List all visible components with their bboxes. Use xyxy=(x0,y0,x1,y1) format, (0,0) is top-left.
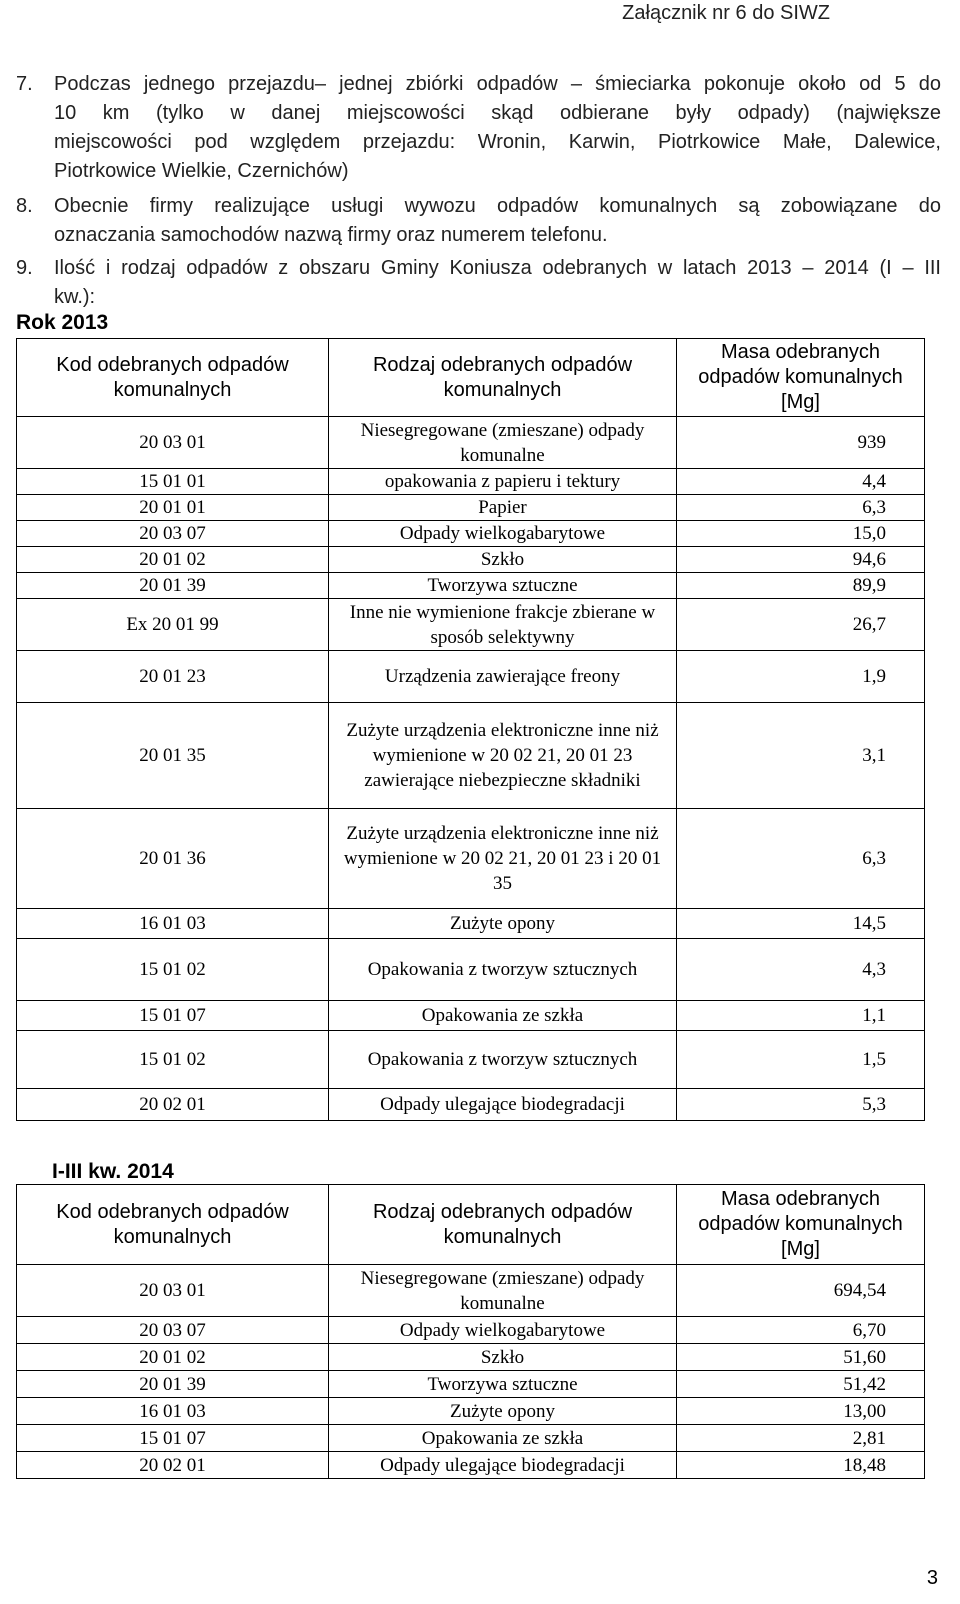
mass-cell: 15,0 xyxy=(677,521,925,547)
list-item-9 xyxy=(16,254,941,312)
type-cell: opakowania z papieru i tektury xyxy=(329,469,677,495)
mass-cell: 694,54 xyxy=(677,1265,925,1317)
table-row xyxy=(17,1452,925,1479)
code-cell: 15 01 02 xyxy=(17,1031,329,1089)
mass-cell: 51,42 xyxy=(677,1371,925,1398)
header-code: Kod odebranych odpadów komunalnych xyxy=(17,339,329,417)
table-row xyxy=(17,1371,925,1398)
mass-cell: 1,1 xyxy=(677,1001,925,1031)
table-header-row xyxy=(17,1185,925,1265)
code-cell: 15 01 07 xyxy=(17,1425,329,1452)
mass-cell: 51,60 xyxy=(677,1344,925,1371)
item-number: 9. xyxy=(16,257,33,279)
code-cell: 20 02 01 xyxy=(17,1089,329,1121)
code-cell: 20 01 23 xyxy=(17,651,329,703)
type-cell: Zużyte opony xyxy=(329,909,677,939)
table-row xyxy=(17,469,925,495)
code-cell: 20 03 07 xyxy=(17,521,329,547)
mass-cell: 2,81 xyxy=(677,1425,925,1452)
code-cell: 15 01 07 xyxy=(17,1001,329,1031)
table-row xyxy=(17,417,925,469)
item-number: 7. xyxy=(16,73,33,95)
type-cell: Zużyte opony xyxy=(329,1398,677,1425)
type-cell: Urządzenia zawierające freony xyxy=(329,651,677,703)
table-row xyxy=(17,1344,925,1371)
table-row xyxy=(17,1031,925,1089)
item-line: 10 km (tylko w danej miejscowości skąd odbierane były odpady) (największe xyxy=(54,102,941,124)
table-row xyxy=(17,599,925,651)
table-row xyxy=(17,1089,925,1121)
item-line: Obecnie firmy realizujące usługi wywozu odpadów komunalnych są zobowiązane do xyxy=(54,195,941,217)
mass-cell: 1,5 xyxy=(677,1031,925,1089)
code-cell: 20 01 39 xyxy=(17,573,329,599)
item-line: miejscowości pod względem przejazdu: Wronin, Karwin, Piotrkowice Małe, Dalewice, xyxy=(54,131,941,153)
waste-table-2014 xyxy=(16,1184,925,1479)
mass-cell: 1,9 xyxy=(677,651,925,703)
type-cell: Niesegregowane (zmieszane) odpady komunalne xyxy=(329,1265,677,1317)
type-cell: Odpady ulegające biodegradacji xyxy=(329,1089,677,1121)
code-cell: 20 01 36 xyxy=(17,809,329,909)
header-code: Kod odebranych odpadów komunalnych xyxy=(17,1185,329,1265)
item-line: oznaczania samochodów nazwą firmy oraz numerem telefonu. xyxy=(54,224,608,246)
mass-cell: 4,3 xyxy=(677,939,925,1001)
code-cell: 16 01 03 xyxy=(17,1398,329,1425)
type-cell: Szkło xyxy=(329,547,677,573)
type-cell: Odpady ulegające biodegradacji xyxy=(329,1452,677,1479)
type-cell: Opakowania z tworzyw sztucznych xyxy=(329,1031,677,1089)
type-cell: Odpady wielkogabarytowe xyxy=(329,521,677,547)
code-cell: 15 01 02 xyxy=(17,939,329,1001)
type-cell: Zużyte urządzenia elektroniczne inne niż wymienione w 20 02 21, 20 01 23 zawierające niebezpieczne składniki xyxy=(329,703,677,809)
type-cell: Zużyte urządzenia elektroniczne inne niż wymienione w 20 02 21, 20 01 23 i 20 01 35 xyxy=(329,809,677,909)
table-row xyxy=(17,1001,925,1031)
code-cell: 20 03 01 xyxy=(17,1265,329,1317)
table-row xyxy=(17,809,925,909)
type-cell: Inne nie wymienione frakcje zbierane w sposób selektywny xyxy=(329,599,677,651)
type-cell: Niesegregowane (zmieszane) odpady komunalne xyxy=(329,417,677,469)
item-number: 8. xyxy=(16,195,33,217)
item-line: Podczas jednego przejazdu– jednej zbiórki odpadów – śmieciarka pokonuje około od 5 do xyxy=(54,73,941,95)
mass-cell: 26,7 xyxy=(677,599,925,651)
page-number: 3 xyxy=(926,1567,938,1589)
code-cell: 15 01 01 xyxy=(17,469,329,495)
code-cell: 20 01 02 xyxy=(17,547,329,573)
mass-cell: 94,6 xyxy=(677,547,925,573)
type-cell: Opakowania ze szkła xyxy=(329,1001,677,1031)
mass-cell: 6,3 xyxy=(677,495,925,521)
header-type: Rodzaj odebranych odpadów komunalnych xyxy=(329,1185,677,1265)
attachment-note: Załącznik nr 6 do SIWZ xyxy=(622,2,830,24)
code-cell: 20 01 02 xyxy=(17,1344,329,1371)
code-cell: 20 01 35 xyxy=(17,703,329,809)
section-title-2014: I-III kw. 2014 xyxy=(52,1160,174,1183)
list-item-8 xyxy=(16,192,941,250)
table-row xyxy=(17,573,925,599)
code-cell: 20 01 01 xyxy=(17,495,329,521)
mass-cell: 13,00 xyxy=(677,1398,925,1425)
section-title-2013: Rok 2013 xyxy=(16,311,109,334)
code-cell: Ex 20 01 99 xyxy=(17,599,329,651)
item-line: Ilość i rodzaj odpadów z obszaru Gminy Koniusza odebranych w latach 2013 – 2014 (I – III xyxy=(54,257,941,279)
table-row xyxy=(17,1398,925,1425)
item-line: kw.): xyxy=(54,286,96,308)
mass-cell: 4,4 xyxy=(677,469,925,495)
type-cell: Tworzywa sztuczne xyxy=(329,573,677,599)
type-cell: Szkło xyxy=(329,1344,677,1371)
header-type: Rodzaj odebranych odpadów komunalnych xyxy=(329,339,677,417)
table-row xyxy=(17,547,925,573)
type-cell: Odpady wielkogabarytowe xyxy=(329,1317,677,1344)
mass-cell: 6,3 xyxy=(677,809,925,909)
list-item-7 xyxy=(16,70,941,186)
table-row xyxy=(17,1425,925,1452)
code-cell: 20 03 07 xyxy=(17,1317,329,1344)
mass-cell: 6,70 xyxy=(677,1317,925,1344)
code-cell: 20 01 39 xyxy=(17,1371,329,1398)
item-line: Piotrkowice Wielkie, Czernichów) xyxy=(54,160,349,182)
type-cell: Tworzywa sztuczne xyxy=(329,1371,677,1398)
table-row xyxy=(17,651,925,703)
table-header-row xyxy=(17,339,925,417)
mass-cell: 14,5 xyxy=(677,909,925,939)
type-cell: Opakowania z tworzyw sztucznych xyxy=(329,939,677,1001)
table-row xyxy=(17,703,925,809)
mass-cell: 18,48 xyxy=(677,1452,925,1479)
table-row xyxy=(17,909,925,939)
header-mass: Masa odebranych odpadów komunalnych [Mg] xyxy=(677,1185,925,1265)
table-row xyxy=(17,939,925,1001)
type-cell: Opakowania ze szkła xyxy=(329,1425,677,1452)
mass-cell: 89,9 xyxy=(677,573,925,599)
table-row xyxy=(17,1317,925,1344)
table-row xyxy=(17,495,925,521)
code-cell: 16 01 03 xyxy=(17,909,329,939)
header-mass: Masa odebranych odpadów komunalnych [Mg] xyxy=(677,339,925,417)
type-cell: Papier xyxy=(329,495,677,521)
mass-cell: 939 xyxy=(677,417,925,469)
waste-table-2013 xyxy=(16,338,925,1121)
table-row xyxy=(17,521,925,547)
code-cell: 20 03 01 xyxy=(17,417,329,469)
table-row xyxy=(17,1265,925,1317)
code-cell: 20 02 01 xyxy=(17,1452,329,1479)
mass-cell: 5,3 xyxy=(677,1089,925,1121)
mass-cell: 3,1 xyxy=(677,703,925,809)
